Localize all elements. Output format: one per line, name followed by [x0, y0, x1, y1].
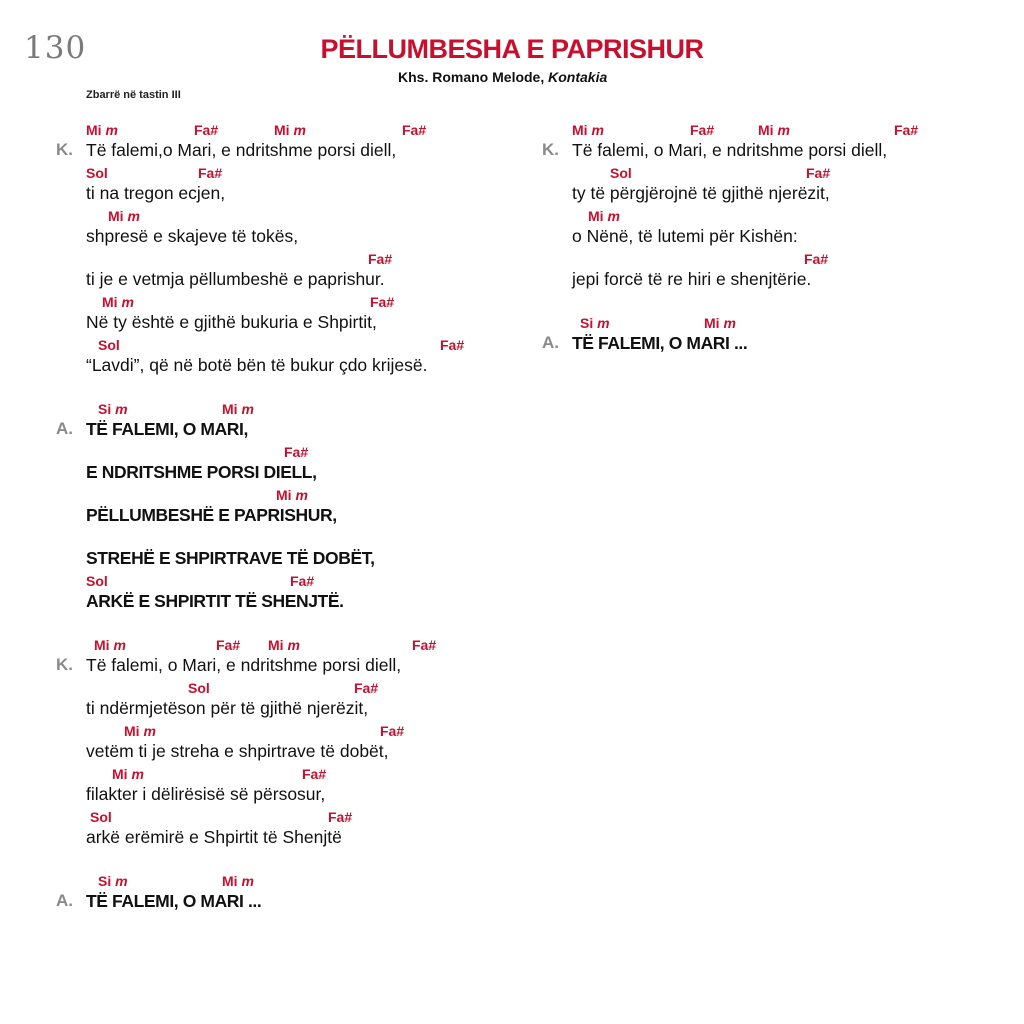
right-column — [542, 118, 1002, 354]
chord-label — [758, 122, 790, 138]
chord-root: Mi — [704, 315, 720, 331]
chord-root: Fa# — [198, 165, 223, 181]
lyric-text: Të falemi, o Mari, e ndritshme porsi diell, — [86, 655, 402, 675]
lyric-text: ti je e vetmja pëllumbeshë e paprishur. — [86, 269, 385, 289]
chord-root: Si — [98, 873, 112, 889]
refrain-stanza — [542, 311, 1002, 354]
chord-label — [354, 680, 378, 696]
chord-root: Fa# — [402, 122, 427, 138]
chord-row — [86, 204, 526, 225]
song-subtitle — [398, 69, 698, 85]
verse-stanza — [56, 633, 526, 848]
song-line — [86, 161, 526, 204]
chord-root: Fa# — [328, 809, 353, 825]
chord-row — [86, 333, 526, 354]
chord-label — [368, 251, 392, 267]
chord-root: Mi — [588, 208, 604, 224]
verse-marker: K. — [542, 140, 559, 159]
chord-row — [86, 440, 526, 461]
verse-marker: K. — [56, 655, 73, 674]
chord-root: Mi — [222, 401, 238, 417]
chord-label — [98, 873, 128, 889]
lyric-text: Të falemi,o Mari, e ndritshme porsi diell, — [86, 140, 397, 160]
chord-label — [276, 487, 308, 503]
chord-label — [402, 122, 426, 138]
page-number: 130 — [24, 30, 87, 66]
song-line — [542, 311, 1002, 354]
lyric-text: STREHË E SHPIRTRAVE TË DOBËT, — [86, 548, 375, 568]
lyric-text: TË FALEMI, O MARI ... — [86, 891, 262, 911]
refrain-stanza — [56, 397, 526, 612]
chord-label — [580, 315, 610, 331]
song-line — [86, 247, 526, 290]
chord-root: Mi — [94, 637, 110, 653]
chord-label — [86, 122, 118, 138]
chord-modifier: m — [293, 122, 306, 138]
chord-label — [222, 401, 254, 417]
song-line — [86, 805, 526, 848]
chord-modifier: m — [131, 766, 144, 782]
verse-stanza — [56, 118, 526, 376]
chord-label — [124, 723, 156, 739]
chord-root: Si — [98, 401, 112, 417]
chord-row — [86, 483, 526, 504]
chord-label — [98, 401, 128, 417]
song-title: PËLLUMBESHA E PAPRISHUR — [320, 34, 704, 64]
lyric-text: shpresë e skajeve të tokës, — [86, 226, 299, 246]
chord-modifier: m — [591, 122, 604, 138]
chord-modifier: m — [241, 873, 254, 889]
chord-root: Fa# — [440, 337, 465, 353]
chord-modifier: m — [607, 208, 620, 224]
chord-modifier: m — [777, 122, 790, 138]
lyric-text: E NDRITSHME PORSI DIELL, — [86, 462, 317, 482]
chord-label — [94, 637, 126, 653]
stanza-gap — [56, 376, 526, 397]
chord-label — [98, 337, 120, 353]
chord-label — [86, 165, 108, 181]
chord-label — [274, 122, 306, 138]
refrain-marker: A. — [542, 333, 559, 352]
stanza-gap — [56, 612, 526, 633]
song-line — [86, 333, 526, 376]
chord-root: Fa# — [284, 444, 309, 460]
chord-row — [572, 204, 1002, 225]
chord-root: Fa# — [194, 122, 219, 138]
stanza-gap — [56, 848, 526, 869]
chord-label — [804, 251, 828, 267]
lyric-text: PËLLUMBESHË E PAPRISHUR, — [86, 505, 337, 525]
chord-root: Mi — [758, 122, 774, 138]
chord-root: Fa# — [290, 573, 315, 589]
chord-root: Mi — [108, 208, 124, 224]
chord-label — [440, 337, 464, 353]
chord-root: Sol — [86, 573, 108, 589]
song-line — [86, 440, 526, 483]
chord-row — [86, 247, 526, 268]
lyric-text: vetëm ti je streha e shpirtrave të dobët, — [86, 741, 389, 761]
song-line — [542, 118, 1002, 161]
lyric-text: arkë erëmirë e Shpirtit të Shenjtë — [86, 827, 342, 847]
chord-root: Mi — [112, 766, 128, 782]
chord-root: Mi — [124, 723, 140, 739]
chord-row — [86, 676, 526, 697]
lyric-text: o Nënë, të lutemi për Kishën: — [572, 226, 798, 246]
chord-label — [370, 294, 394, 310]
chord-root: Fa# — [368, 251, 393, 267]
chord-modifier: m — [121, 294, 134, 310]
song-line — [56, 869, 526, 912]
chord-root: Mi — [102, 294, 118, 310]
chord-label — [222, 873, 254, 889]
lyric-text: filakter i dëlirësisë së përsosur, — [86, 784, 326, 804]
refrain-marker: A. — [56, 891, 73, 910]
song-line — [56, 118, 526, 161]
chord-label — [690, 122, 714, 138]
left-column — [56, 118, 526, 912]
chord-root: Fa# — [302, 766, 327, 782]
chord-root: Fa# — [804, 251, 829, 267]
song-line — [86, 483, 526, 526]
chord-root: Mi — [572, 122, 588, 138]
capo-note: Zbarrë në tastin III — [86, 89, 181, 101]
chord-root: Mi — [274, 122, 290, 138]
chord-label — [216, 637, 240, 653]
chord-modifier: m — [127, 208, 140, 224]
subtitle-author: Khs. Romano Melode, — [398, 69, 549, 85]
chord-label — [268, 637, 300, 653]
chord-root: Fa# — [380, 723, 405, 739]
chord-label — [894, 122, 918, 138]
chord-root: Sol — [610, 165, 632, 181]
song-line — [86, 569, 526, 612]
lyric-text: TË FALEMI, O MARI ... — [572, 333, 748, 353]
song-line — [56, 633, 526, 676]
chord-label — [610, 165, 632, 181]
chord-modifier: m — [115, 401, 128, 417]
lyric-text: ARKË E SHPIRTIT TË SHENJTË. — [86, 591, 344, 611]
song-line — [86, 719, 526, 762]
chord-modifier: m — [295, 487, 308, 503]
chord-label — [290, 573, 314, 589]
chord-root: Fa# — [894, 122, 919, 138]
chord-row — [572, 118, 1002, 139]
lyric-text: “Lavdi”, që në botë bën të bukur çdo krijesë. — [86, 355, 428, 375]
lyric-text: Të falemi, o Mari, e ndritshme porsi diell, — [572, 140, 888, 160]
chord-label — [806, 165, 830, 181]
chord-root: Sol — [188, 680, 210, 696]
refrain-stanza — [56, 869, 526, 912]
chord-row — [86, 161, 526, 182]
song-line — [56, 397, 526, 440]
chord-label — [102, 294, 134, 310]
chord-label — [90, 809, 112, 825]
chord-root: Mi — [268, 637, 284, 653]
chord-root: Fa# — [370, 294, 395, 310]
chord-label — [380, 723, 404, 739]
chord-root: Fa# — [806, 165, 831, 181]
chord-label — [108, 208, 140, 224]
song-line — [86, 204, 526, 247]
chord-modifier: m — [143, 723, 156, 739]
chord-modifier: m — [115, 873, 128, 889]
chord-label — [302, 766, 326, 782]
chord-label — [112, 766, 144, 782]
chord-row — [86, 719, 526, 740]
song-line — [572, 247, 1002, 290]
chord-modifier: m — [113, 637, 126, 653]
refrain-marker: A. — [56, 419, 73, 438]
song-line — [86, 676, 526, 719]
chord-row — [86, 290, 526, 311]
chord-root: Sol — [86, 165, 108, 181]
chord-modifier: m — [287, 637, 300, 653]
lyric-text: Në ty është e gjithë bukuria e Shpirtit, — [86, 312, 377, 332]
stanza-gap — [542, 290, 1002, 311]
chord-root: Sol — [90, 809, 112, 825]
chord-row — [86, 762, 526, 783]
chord-row — [86, 633, 526, 654]
chord-label — [704, 315, 736, 331]
chord-label — [284, 444, 308, 460]
chord-root: Si — [580, 315, 594, 331]
chord-row — [572, 247, 1002, 268]
subtitle-source: Kontakia — [548, 69, 608, 85]
chord-root: Fa# — [354, 680, 379, 696]
chord-row — [86, 526, 526, 547]
verse-stanza — [542, 118, 1002, 290]
chord-row — [572, 161, 1002, 182]
chord-label — [194, 122, 218, 138]
song-line — [86, 762, 526, 805]
chord-label — [588, 208, 620, 224]
chord-modifier: m — [241, 401, 254, 417]
chord-root: Fa# — [690, 122, 715, 138]
chord-root: Mi — [86, 122, 102, 138]
verse-marker: K. — [56, 140, 73, 159]
lyric-text: TË FALEMI, O MARI, — [86, 419, 248, 439]
lyric-text: ty të përgjërojnë të gjithë njerëzit, — [572, 183, 830, 203]
chord-label — [572, 122, 604, 138]
chord-modifier: m — [723, 315, 736, 331]
chord-row — [572, 311, 1002, 332]
chord-label — [412, 637, 436, 653]
chord-row — [86, 869, 526, 890]
chord-root: Fa# — [412, 637, 437, 653]
chord-modifier: m — [597, 315, 610, 331]
chord-root: Fa# — [216, 637, 241, 653]
song-line — [572, 161, 1002, 204]
song-line — [572, 204, 1002, 247]
chord-label — [188, 680, 210, 696]
chord-label — [86, 573, 108, 589]
lyric-text: ti ndërmjetëson për të gjithë njerëzit, — [86, 698, 369, 718]
lyric-text: jepi forcë të re hiri e shenjtërie. — [572, 269, 812, 289]
chord-label — [328, 809, 352, 825]
song-line — [86, 526, 526, 569]
chord-root: Mi — [222, 873, 238, 889]
chord-label — [198, 165, 222, 181]
chord-root: Mi — [276, 487, 292, 503]
chord-row — [86, 569, 526, 590]
chord-root: Sol — [98, 337, 120, 353]
chord-row — [86, 397, 526, 418]
chord-row — [86, 118, 526, 139]
chord-row — [86, 805, 526, 826]
song-line — [86, 290, 526, 333]
chord-modifier: m — [105, 122, 118, 138]
lyric-text: ti na tregon ecjen, — [86, 183, 226, 203]
